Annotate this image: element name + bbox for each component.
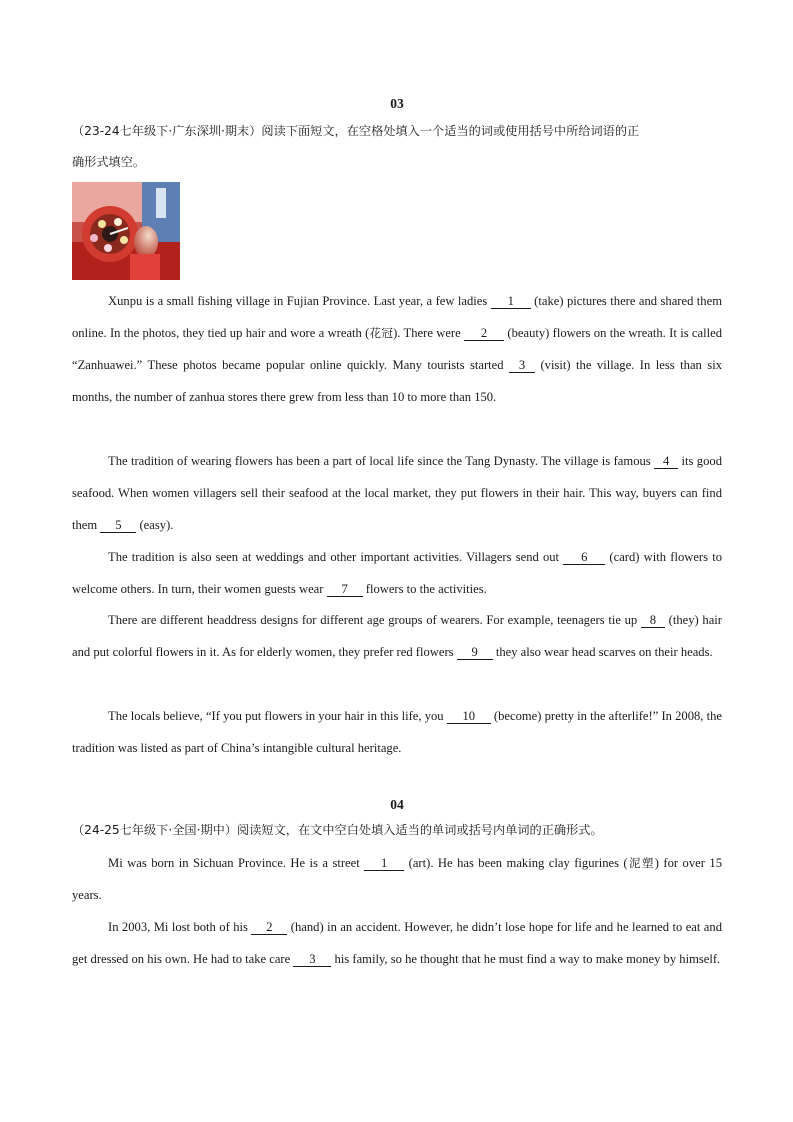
s3-blank-4[interactable]: 4 [654, 454, 678, 469]
s3-p1-text-f: (visit) the village. In less than six months, the number of zanhua stores there grew from less than 10 to more than 150. [72, 358, 722, 404]
s3-p3-text-a: The tradition is also seen at weddings and other important activities. Villagers send out [108, 550, 564, 564]
s3-blank-8[interactable]: 8 [641, 613, 665, 628]
s3-p2-text-d: (easy). [136, 518, 174, 532]
s3-p1-text-a: Xunpu is a small fishing village in Fujian Province. Last year, a few ladies [108, 294, 491, 308]
s4-paragraph-1 [72, 847, 722, 911]
s3-blank-9[interactable]: 9 [457, 645, 493, 660]
instructions-line-2: 确形式填空。 [72, 155, 146, 169]
s3-p1-chinese-gloss: 花冠 [369, 326, 394, 340]
instructions-line-1: （23-24七年级下·广东深圳·期末）阅读下面短文，在空格处填入一个适当的词或使用括号中所给词语的正 [72, 124, 640, 138]
s3-p4-text-c: (they) hair and put colorful flowers in it. As for elderly women, they prefer red flowers [72, 613, 722, 659]
s3-p1-text-c: (take) pictures there and shared them online. In the photos, they tied up hair and wore a wreath ( [72, 294, 722, 340]
s3-p4-text-a: There are different headdress designs for different age groups of wearers. For example, teenagers tie up [108, 613, 641, 627]
s4-blank-3[interactable]: 3 [293, 952, 331, 967]
s4-p1-text-a: Mi was born in Sichuan Province. He is a street [108, 856, 365, 870]
s3-blank-6[interactable]: 6 [563, 550, 605, 565]
s3-p1-text-e: (beauty) flowers on the wreath. It is called “Zanhuawei.” These photos became popular online quickly. Many tourists started [72, 326, 722, 372]
s3-p5-text-c: (become) pretty in the afterlife!” In 2008, the tradition was listed as part of China’s intangible cultural heritage. [72, 709, 722, 755]
s3-p3-text-c: (card) with flowers to welcome others. In turn, their women guests wear [72, 550, 722, 596]
s3-blank-2[interactable]: 2 [464, 326, 504, 341]
section-03-instructions [72, 116, 722, 178]
s3-paragraph-1 [72, 285, 722, 413]
photo-woman-flower-headdress [72, 182, 180, 280]
s3-p4-text-d: they also wear head scarves on their heads. [492, 645, 713, 659]
s3-p5-text-a: The locals believe, “If you put flowers in your hair in this life, you [108, 709, 447, 723]
s4-p1-chinese-gloss: 泥塑 [627, 856, 655, 870]
s4-blank-1[interactable]: 1 [364, 856, 404, 871]
s4-p2-text-d: his family, so he thought that he must find a way to make money by himself. [331, 952, 721, 966]
s4-p1-text-c: (art). He has been making clay figurines ( [404, 856, 628, 870]
section-04-instructions: （24-25七年级下·全国·期中）阅读短文，在文中空白处填入适当的单词或括号内单词的正确形式。 [72, 823, 603, 837]
s4-p2-text-c: (hand) in an accident. However, he didn’t lose hope for life and he learned to eat and get dressed on his own. He had to take care [72, 920, 722, 966]
s3-blank-5[interactable]: 5 [100, 518, 136, 533]
s4-paragraph-2 [72, 911, 722, 975]
section-number-03: 03 [390, 96, 404, 111]
s3-blank-3[interactable]: 3 [509, 358, 535, 373]
s4-p1-text-d: ) for over 15 years. [72, 856, 722, 902]
s4-blank-2[interactable]: 2 [251, 920, 287, 935]
s3-p3-text-d: flowers to the activities. [362, 582, 487, 596]
s3-blank-7[interactable]: 7 [327, 582, 363, 597]
s3-paragraph-3 [72, 541, 722, 605]
s3-p2-text-a: The tradition of wearing flowers has been a part of local life since the Tang Dynasty. The village is famous [108, 454, 655, 468]
s4-p2-text-a: In 2003, Mi lost both of his [108, 920, 252, 934]
s3-paragraph-5 [72, 700, 722, 764]
section-number-04: 04 [390, 797, 404, 812]
s3-p2-text-c: its good seafood. When women villagers sell their seafood at the local market, they put flowers in their hair. This way, buyers can find them [72, 454, 722, 532]
s3-p1-text-d: ). There were [393, 326, 465, 340]
s3-blank-1[interactable]: 1 [491, 294, 531, 309]
s3-paragraph-4 [72, 604, 722, 668]
s3-blank-10[interactable]: 10 [447, 709, 491, 724]
s3-paragraph-2 [72, 445, 722, 541]
